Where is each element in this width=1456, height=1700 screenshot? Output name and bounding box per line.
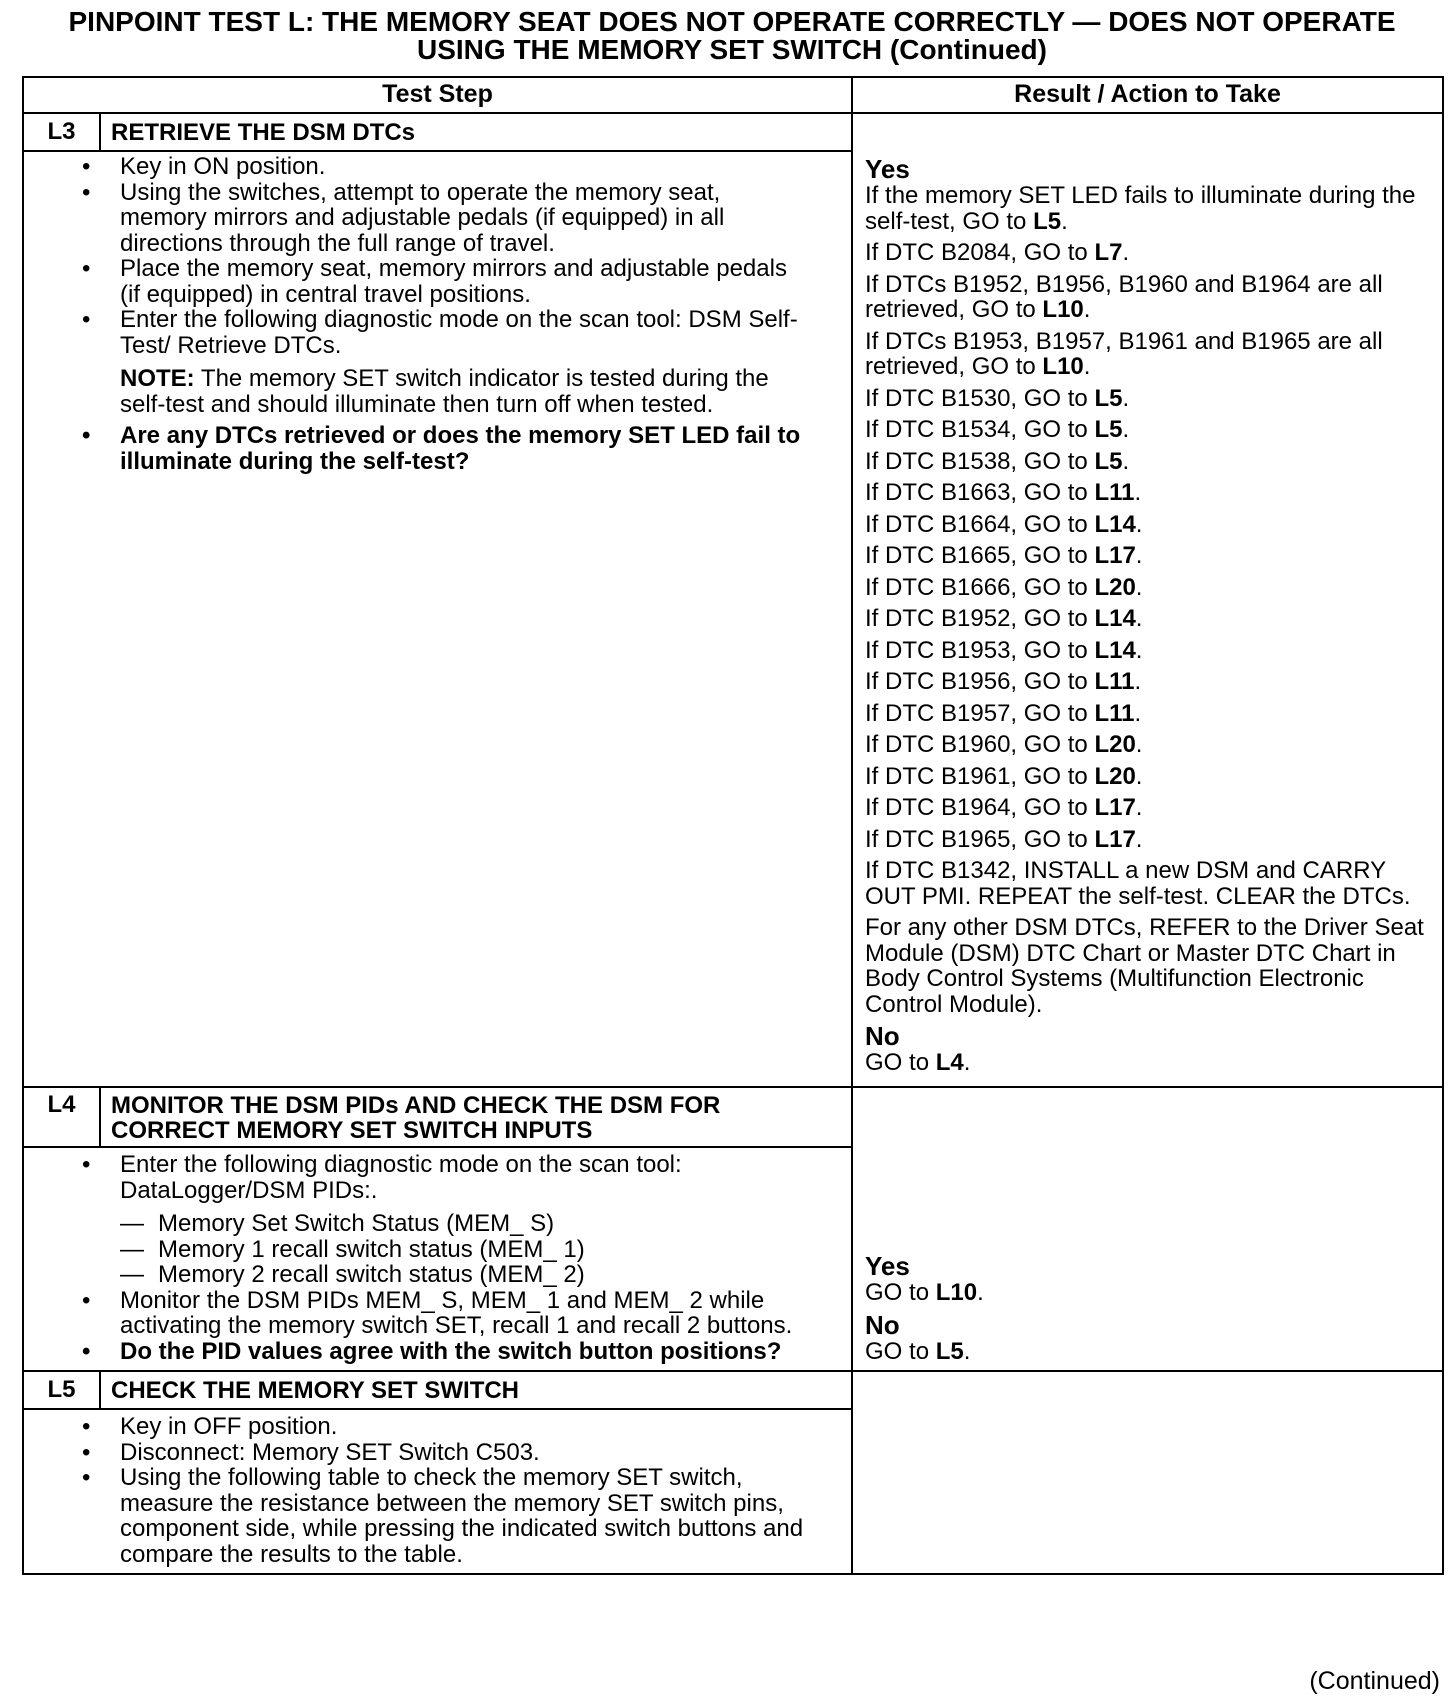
goto-step-link: L14 <box>1094 605 1136 632</box>
result-l4 <box>852 1087 1443 1371</box>
yes-action-item: If the memory SET LED fails to illuminate during the self-test, GO to L5. <box>865 182 1416 235</box>
yes-action-item: If DTC B1538, GO to L5. <box>865 447 1130 475</box>
page-title-line-1: PINPOINT TEST L: THE MEMORY SEAT DOES NOT OPERATE CORRECTLY — DOES NOT OPERATE <box>68 6 1396 37</box>
step-title-l3: RETRIEVE THE DSM DTCs <box>100 113 852 151</box>
page-title <box>22 8 1442 64</box>
l4-step-1: • Enter the following diagnostic mode on the scan tool: DataLogger/DSM PIDs:. — Memory Set Switch Status (MEM_ S) — Memory 1 recall switch status (MEM_ 1) — Memory 2 recall switch status (MEM_ 2) <box>120 1152 811 1288</box>
l4-step-2: • Monitor the DSM PIDs MEM_ S, MEM_ 1 and MEM_ 2 while activating the memory switch SET, recall 1 and recall 2 buttons. <box>120 1288 811 1339</box>
goto-step-link: L20 <box>1094 731 1136 758</box>
l3-note: NOTE: The memory SET switch indicator is tested during the self-test and should illuminate then turn off when tested. <box>120 365 769 418</box>
table-header-row <box>23 77 1443 113</box>
yes-action-item: If DTC B1957, GO to L11. <box>865 699 1142 727</box>
step-title-l4: MONITOR THE DSM PIDs AND CHECK THE DSM FOR CORRECT MEMORY SET SWITCH INPUTS <box>100 1087 852 1147</box>
no-label-l3: No <box>865 1021 900 1051</box>
step-body-l5 <box>23 1409 852 1574</box>
goto-step-link: L20 <box>1094 573 1136 601</box>
step-title-l5: CHECK THE MEMORY SET SWITCH <box>100 1371 852 1409</box>
goto-step-link: L7 <box>1094 239 1123 266</box>
goto-step-link: L11 <box>1094 668 1135 695</box>
l3-step-3: • Place the memory seat, memory mirrors and adjustable pedals (if equipped) in central travel positions. <box>120 256 811 307</box>
no-action-l3: GO to L4. <box>865 1049 971 1076</box>
goto-step-link: L5 <box>1094 416 1123 443</box>
goto-l10: L10 <box>935 1279 978 1306</box>
step-body-l3 <box>23 151 852 1087</box>
goto-step-link: L17 <box>1094 542 1136 569</box>
yes-action-item: If DTC B1534, GO to L5. <box>865 416 1130 443</box>
yes-action-item: For any other DSM DTCs, REFER to the Driver Seat Module (DSM) DTC Chart or Master DTC Chart in Body Control Systems (Multifunction Electronic Control Module). <box>865 914 1424 1018</box>
step-row-l5-title <box>23 1371 1443 1409</box>
page-title-line-2: USING THE MEMORY SET SWITCH (Continued) <box>417 34 1047 65</box>
yes-action-item: If DTC B1530, GO to L5. <box>865 384 1130 412</box>
yes-actions-l3 <box>865 183 1432 1017</box>
yes-label-l4: Yes <box>865 1251 910 1281</box>
step-id-l3: L3 <box>23 113 100 151</box>
l3-step-2: • Using the switches, attempt to operate the memory seat, memory mirrors and adjustable pedals (if equipped) in all directions through the full range of travel. <box>120 180 811 257</box>
step-id-l5: L5 <box>23 1371 100 1409</box>
goto-step-link: L17 <box>1094 825 1136 853</box>
yes-label-l3: Yes <box>865 154 910 184</box>
pid-list <box>120 1211 811 1288</box>
l3-question: • Are any DTCs retrieved or does the memory SET LED fail to illuminate during the self-test? <box>120 423 811 474</box>
l4-question: • Do the PID values agree with the switch button positions? <box>120 1339 811 1365</box>
yes-action-item: If DTC B1964, GO to L17. <box>865 794 1143 821</box>
goto-step-link: L10 <box>1042 353 1084 380</box>
yes-action-item: If DTC B1665, GO to L17. <box>865 542 1143 569</box>
goto-step-link: L11 <box>1094 699 1135 727</box>
yes-action-l4: GO to L10. <box>865 1279 984 1306</box>
yes-action-item: If DTC B1960, GO to L20. <box>865 731 1143 758</box>
goto-step-link: L20 <box>1094 762 1136 790</box>
goto-step-link: L5 <box>1094 384 1123 412</box>
goto-step-link: L11 <box>1094 479 1135 506</box>
l3-step-4: • Enter the following diagnostic mode on the scan tool: DSM Self-Test/ Retrieve DTCs. NOTE: The memory SET switch indicator is tested during the self-test and should illuminate then turn off when tested. <box>120 307 811 417</box>
yes-action-item: If DTC B1965, GO to L17. <box>865 825 1143 853</box>
yes-action-item: If DTC B1663, GO to L11. <box>865 479 1142 506</box>
no-label-l4: No <box>865 1309 900 1340</box>
l5-step-3: • Using the following table to check the memory SET switch, measure the resistance between the memory SET switch pins, component side, while pressing the indicated switch buttons and compare the results to the table. <box>120 1465 811 1567</box>
goto-step-link: L5 <box>1033 207 1062 235</box>
header-result: Result / Action to Take <box>852 77 1443 113</box>
goto-step-link: L14 <box>1094 636 1136 664</box>
continued-footer: (Continued) <box>1309 1667 1440 1695</box>
yes-action-item: If DTC B1956, GO to L11. <box>865 668 1142 695</box>
yes-action-item: If DTC B2084, GO to L7. <box>865 239 1130 266</box>
goto-l4: L4 <box>935 1049 964 1076</box>
yes-action-item: If DTC B1664, GO to L14. <box>865 510 1143 538</box>
pid-item: — Memory 1 recall switch status (MEM_ 1) <box>158 1237 811 1263</box>
step-row-l3-title <box>23 113 1443 151</box>
yes-action-item: If DTCs B1953, B1957, B1961 and B1965 are all retrieved, GO to L10. <box>865 327 1383 380</box>
pid-item: — Memory Set Switch Status (MEM_ S) <box>158 1211 811 1237</box>
l5-step-1: • Key in OFF position. <box>120 1414 811 1440</box>
l3-step-1: • Key in ON position. <box>120 154 811 180</box>
step-id-l4: L4 <box>23 1087 100 1147</box>
header-test-step: Test Step <box>23 77 852 113</box>
result-l5 <box>852 1371 1443 1574</box>
no-action-l4: GO to L5. <box>865 1337 971 1365</box>
goto-l5: L5 <box>935 1337 964 1365</box>
goto-step-link: L10 <box>1042 296 1084 323</box>
l5-step-2: • Disconnect: Memory SET Switch C503. <box>120 1440 811 1466</box>
result-l3 <box>852 113 1443 1087</box>
step-row-l4-title <box>23 1087 1443 1147</box>
step-body-l4 <box>23 1147 852 1371</box>
yes-action-item: If DTC B1953, GO to L14. <box>865 636 1143 664</box>
yes-action-item: If DTC B1342, INSTALL a new DSM and CARRY OUT PMI. REPEAT the self-test. CLEAR the DTCs. <box>865 857 1411 910</box>
pid-item: — Memory 2 recall switch status (MEM_ 2) <box>158 1262 811 1288</box>
yes-action-item: If DTC B1666, GO to L20. <box>865 573 1143 601</box>
goto-step-link: L14 <box>1094 510 1136 538</box>
yes-action-item: If DTCs B1952, B1956, B1960 and B1964 are all retrieved, GO to L10. <box>865 270 1383 323</box>
pinpoint-test-table <box>22 76 1444 1575</box>
yes-action-item: If DTC B1961, GO to L20. <box>865 762 1143 790</box>
goto-step-link: L5 <box>1094 447 1123 475</box>
yes-action-item: If DTC B1952, GO to L14. <box>865 605 1143 632</box>
goto-step-link: L17 <box>1094 794 1136 821</box>
